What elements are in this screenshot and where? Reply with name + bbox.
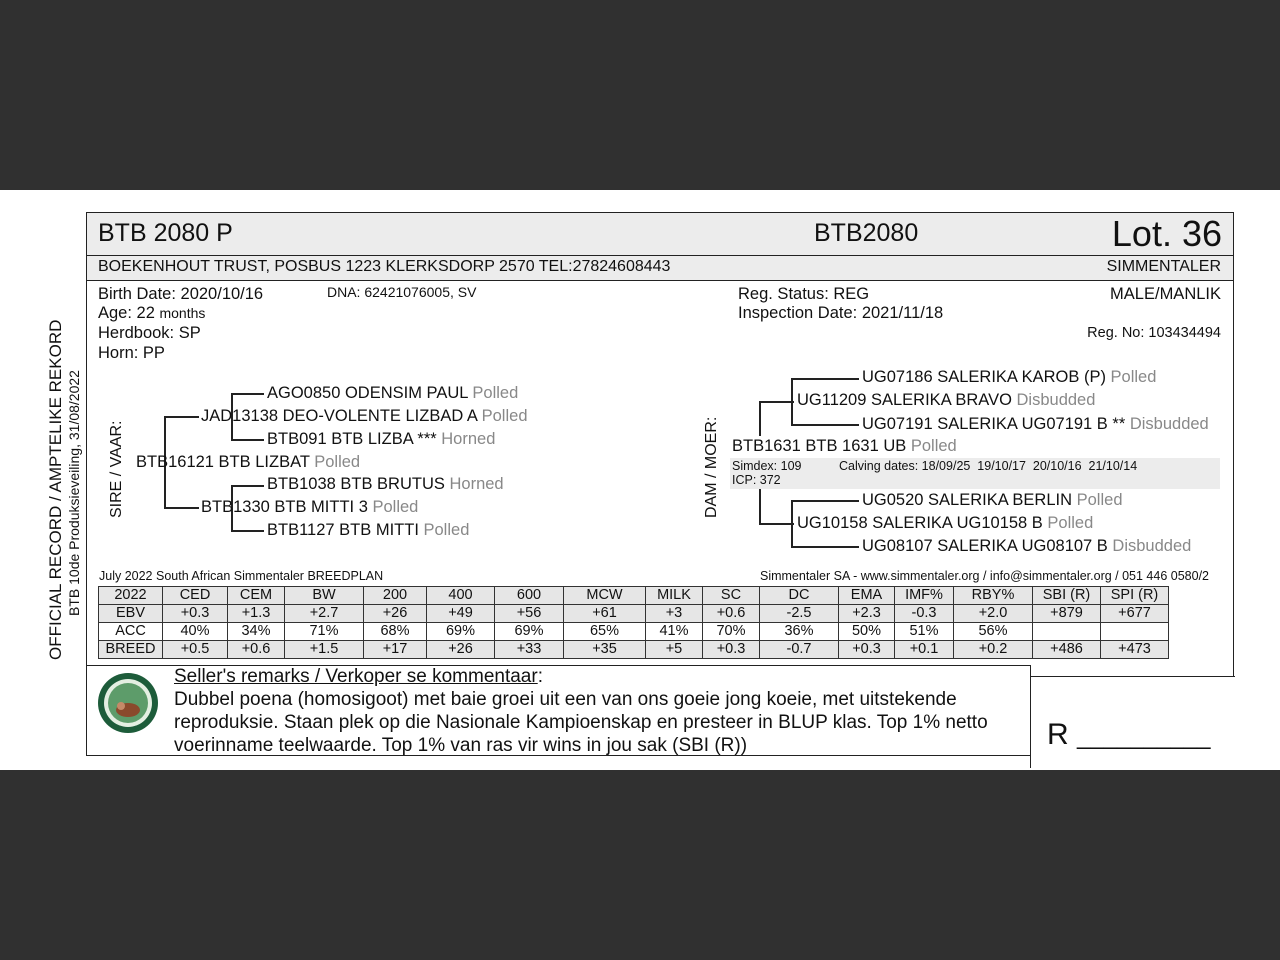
pedigree-name: UG11209 SALERIKA BRAVO	[797, 391, 1012, 409]
pedigree-horn: Horned	[441, 430, 496, 448]
pedigree-name: UG10158 SALERIKA UG10158 B	[797, 514, 1043, 532]
table-cell: SC	[703, 587, 760, 605]
table-row	[99, 623, 1169, 641]
reg-status: Reg. Status: REG	[738, 285, 870, 303]
table-cell: 41%	[646, 623, 703, 641]
age-value: Age: 22	[98, 304, 155, 322]
sire-dam-top	[231, 485, 264, 487]
table-cell: RBY%	[954, 587, 1033, 605]
pedigree-s	[201, 407, 528, 426]
table-cell: +486	[1033, 641, 1101, 659]
dam-sire-bottom	[791, 424, 859, 426]
table-cell: CEM	[228, 587, 285, 605]
table-cell: +0.3	[163, 605, 228, 623]
remarks-line-2: reproduksie. Staan plek op die Nasionale Kampioenskap en presteer in BLUP klas. Top 1% netto	[174, 712, 988, 733]
pedigree-dam-ss	[862, 368, 1156, 387]
animal-id: BTB2080	[814, 219, 919, 247]
pedigree-horn: Polled	[1047, 514, 1094, 532]
official-record-label: OFFICIAL RECORD / AMPTELIKE REKORD	[46, 319, 65, 660]
lot-number: Lot. 36	[1111, 213, 1222, 254]
table-cell: +0.2	[954, 641, 1033, 659]
table-cell: BREED	[99, 641, 163, 659]
table-cell: +26	[427, 641, 495, 659]
pedigree-horn: Polled	[472, 384, 519, 402]
pedigree-dam-dd	[862, 537, 1191, 556]
table-cell: 50%	[839, 623, 895, 641]
table-cell: IMF%	[895, 587, 954, 605]
pedigree-name: UG07186 SALERIKA KAROB (P)	[862, 368, 1106, 386]
table-cell: -2.5	[760, 605, 839, 623]
breedplan-table	[98, 586, 1169, 659]
remarks-colon: :	[537, 666, 543, 687]
pedigree-horn: Disbudded	[1129, 415, 1209, 433]
pedigree-name: BTB16121 BTB LIZBAT	[136, 453, 310, 471]
table-cell: +0.3	[839, 641, 895, 659]
pedigree-dam-s	[797, 391, 1095, 410]
table-cell: 70%	[703, 623, 760, 641]
pedigree-ds	[267, 475, 504, 494]
sire-label: SIRE / VAAR:	[108, 420, 125, 518]
breedplan-source: July 2022 South African Simmentaler BREEDPLAN	[99, 569, 384, 583]
table-cell: 56%	[954, 623, 1033, 641]
dam-dam-bracket	[791, 500, 793, 547]
table-cell: 69%	[427, 623, 495, 641]
table-cell: +35	[564, 641, 646, 659]
remarks-line-3: voerinname teelwaarde. Top 1% van ras vir wins in jou sak (SBI (R))	[174, 735, 748, 756]
table-cell: EMA	[839, 587, 895, 605]
table-cell: 40%	[163, 623, 228, 641]
age-unit: months	[159, 305, 206, 321]
table-cell	[1101, 623, 1169, 641]
pedigree-horn: Polled	[1076, 491, 1123, 509]
table-cell: 200	[364, 587, 427, 605]
table-cell: +473	[1101, 641, 1169, 659]
table-cell: +0.3	[703, 641, 760, 659]
table-cell: +26	[364, 605, 427, 623]
table-cell: +49	[427, 605, 495, 623]
sex: MALE/MANLIK	[1110, 285, 1221, 303]
table-header-row	[99, 587, 1169, 605]
table-cell: +2.7	[285, 605, 364, 623]
pedigree-horn: Polled	[1110, 368, 1157, 386]
owner-line: BOEKENHOUT TRUST, POSBUS 1223 KLERKSDORP 2570 TEL:27824608443	[98, 258, 671, 275]
table-cell: 600	[495, 587, 564, 605]
birth-date: Birth Date: 2020/10/16	[98, 285, 264, 303]
society-logo	[97, 672, 159, 734]
dam-dam-bottom	[791, 546, 859, 548]
pedigree-name: JAD13138 DEO-VOLENTE LIZBAD A	[201, 407, 478, 425]
table-cell: 71%	[285, 623, 364, 641]
pedigree-name: BTB091 BTB LIZBA ***	[267, 430, 437, 448]
table-cell: +33	[495, 641, 564, 659]
table-cell: DC	[760, 587, 839, 605]
table-cell: +0.6	[228, 641, 285, 659]
dam-sire-top	[791, 378, 859, 380]
pedigree-name: UG0520 SALERIKA BERLIN	[862, 491, 1073, 509]
table-cell: +1.5	[285, 641, 364, 659]
table-cell: 69%	[495, 623, 564, 641]
dam-dam-top	[791, 500, 859, 502]
inspection-date: Inspection Date: 2021/11/18	[738, 304, 944, 322]
herdbook: Herdbook: SP	[98, 324, 201, 342]
pedigree-ss	[267, 384, 518, 403]
table-cell: SPI (R)	[1101, 587, 1169, 605]
dam-sire-bracket	[791, 378, 793, 425]
table-cell: +3	[646, 605, 703, 623]
table-cell: +56	[495, 605, 564, 623]
table-row	[99, 605, 1169, 623]
sire-sire-top	[231, 393, 264, 395]
header-bar	[87, 213, 1233, 256]
pedigree-name: BTB1631 BTB 1631 UB	[732, 437, 907, 455]
table-cell: BW	[285, 587, 364, 605]
dam-bracket-top	[759, 401, 794, 403]
table-cell: EBV	[99, 605, 163, 623]
table-row	[99, 641, 1169, 659]
pedigree-sd	[267, 430, 495, 449]
table-cell: CED	[163, 587, 228, 605]
sire-dam-bottom	[231, 530, 264, 532]
table-cell: 51%	[895, 623, 954, 641]
sire-sire-bottom	[231, 439, 264, 441]
pedigree-horn: Polled	[481, 407, 528, 425]
dam-bracket-bottom	[759, 523, 794, 525]
table-cell: +879	[1033, 605, 1101, 623]
dam-bracket-upper	[759, 401, 761, 436]
table-cell: +17	[364, 641, 427, 659]
table-cell: 36%	[760, 623, 839, 641]
price-field[interactable]	[1047, 718, 1211, 752]
table-cell: 34%	[228, 623, 285, 641]
table-cell: -0.3	[895, 605, 954, 623]
reg-number: Reg. No: 103434494	[1087, 325, 1221, 341]
price-blank: __________	[1077, 723, 1211, 750]
table-cell: +0.5	[163, 641, 228, 659]
remarks-line-1: Dubbel poena (homosigoot) met baie groei uit een van ons goeie jong koeie, met uitstekende	[174, 689, 957, 710]
animal-code: BTB 2080 P	[98, 219, 233, 247]
table-cell: SBI (R)	[1033, 587, 1101, 605]
pedigree-dd	[267, 521, 469, 540]
pedigree-horn: Horned	[449, 475, 504, 493]
dna: DNA: 62421076005, SV	[327, 284, 477, 300]
pedigree-horn: Polled	[314, 453, 361, 471]
table-cell: +0.6	[703, 605, 760, 623]
table-cell: +0.1	[895, 641, 954, 659]
table-cell: +1.3	[228, 605, 285, 623]
pedigree-dam-ds	[862, 491, 1123, 510]
pedigree-horn: Disbudded	[1016, 391, 1096, 409]
table-cell: 400	[427, 587, 495, 605]
table-cell: +5	[646, 641, 703, 659]
table-cell: 65%	[564, 623, 646, 641]
sire-bracket-top	[164, 416, 199, 418]
sale-label: BTB 10de Produksieveiling, 31/08/2022	[66, 370, 82, 616]
pedigree-dam	[732, 437, 957, 456]
table-cell: MCW	[564, 587, 646, 605]
horn-status: Horn: PP	[98, 344, 165, 362]
sire-bracket-bottom	[164, 507, 199, 509]
table-cell: +677	[1101, 605, 1169, 623]
pedigree-name: UG07191 SALERIKA UG07191 B **	[862, 415, 1126, 433]
calving-dates: Calving dates: 18/09/25 19/10/17 20/10/16 21/10/14	[839, 459, 1138, 473]
icp: ICP: 372	[732, 473, 781, 487]
table-cell: -0.7	[760, 641, 839, 659]
pedigree-sire	[136, 453, 360, 472]
pedigree-horn: Disbudded	[1112, 537, 1192, 555]
pedigree-dam-sd	[862, 415, 1209, 434]
table-cell: MILK	[646, 587, 703, 605]
table-cell: +2.3	[839, 605, 895, 623]
remarks-heading: Seller's remarks / Verkoper se kommentaar	[174, 666, 538, 687]
pedigree-horn: Polled	[372, 498, 419, 516]
simdex: Simdex: 109	[732, 459, 802, 473]
remarks-title	[174, 666, 543, 688]
breedplan-contact: Simmentaler SA - www.simmentaler.org / info@simmentaler.org / 051 446 0580/2	[759, 569, 1209, 583]
table-cell: 2022	[99, 587, 163, 605]
pedigree-horn: Polled	[910, 437, 957, 455]
table-cell: +61	[564, 605, 646, 623]
age	[98, 304, 205, 323]
table-cell: +2.0	[954, 605, 1033, 623]
pedigree-name: BTB1330 BTB MITTI 3	[201, 498, 368, 516]
price-currency: R	[1047, 718, 1069, 751]
pedigree-name: BTB1127 BTB MITTI	[267, 521, 419, 539]
pedigree-horn: Polled	[423, 521, 470, 539]
pedigree-name: AGO0850 ODENSIM PAUL	[267, 384, 468, 402]
table-cell: ACC	[99, 623, 163, 641]
table-cell: 68%	[364, 623, 427, 641]
pedigree-name: BTB1038 BTB BRUTUS	[267, 475, 445, 493]
dam-bracket-lower	[759, 489, 761, 524]
breed-name: SIMMENTALER	[1106, 258, 1221, 275]
pedigree-d	[201, 498, 418, 517]
pedigree-name: UG08107 SALERIKA UG08107 B	[862, 537, 1108, 555]
table-cell	[1033, 623, 1101, 641]
dam-label: DAM / MOER:	[703, 416, 720, 518]
pedigree-dam-d	[797, 514, 1093, 533]
